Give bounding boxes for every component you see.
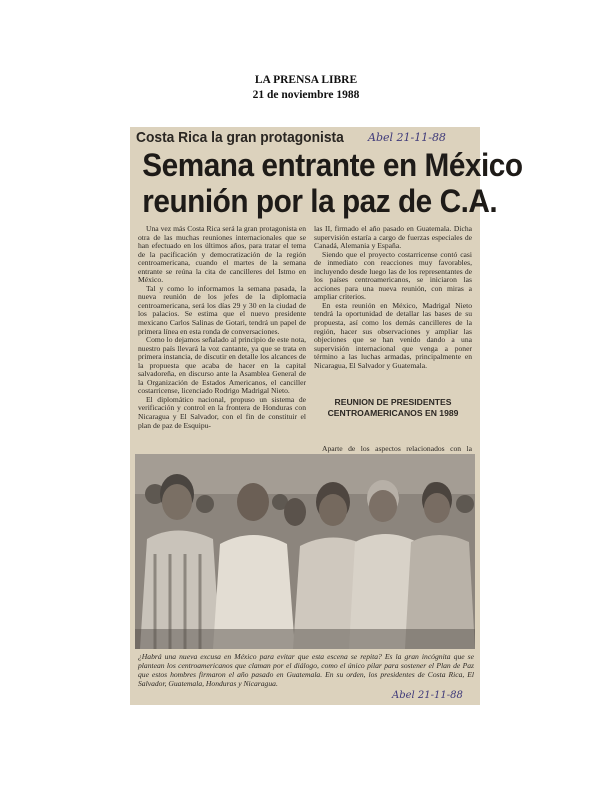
page-header-date: 21 de noviembre 1988: [252, 89, 360, 101]
kicker-headline: Costa Rica la gran protagonista: [136, 129, 344, 146]
paragraph: En esta reunión en México, Madrigal Nieto tendrá la oportunidad de detallar las bases de su propuesta, así como los demás cancilleres de la región, hacer sus observaciones y ampliar las objeciones que se han venido dando a una supervisión internacional que venga a poner término a las luchas armadas, principalmente en Nicaragua, El Salvador y Guatemala.: [314, 300, 472, 370]
headline-line-1: Semana entrante en México: [142, 147, 523, 183]
handwritten-date-top: Abel 21-11-88: [368, 131, 446, 144]
paragraph: Como lo dejamos señalado al principio de este nota, nuestro país llevará la voz cantante, ya que se trata en primera instancia, de discutir en detalle los alcances de la propuesta que acaba de hacer en la capital salvadoreña, en discurso ante la Asamblea General de la Organización de Estados Americanos, el canciller costarricense, licenciado Rodrigo Madrigal Nieto.: [138, 335, 306, 396]
paragraph: Siendo que el proyecto costarricense contó casi de inmediato con reacciones muy favorables, incluyendo desde luego las de los representantes de los países centroamericanos, se iniciaron las acciones para una nueva reunión, con miras a ampliar criterios.: [314, 249, 472, 302]
paragraph: las II, firmado el año pasado en Guatemala. Dicha supervisión estaría a cargo de fuerzas especiales de Canadá, Alemania y España.: [314, 224, 472, 251]
presidents-photo: [135, 454, 475, 649]
handwritten-date-bottom: Abel 21-11-88: [392, 690, 463, 701]
paragraph: Tal y como lo informamos la semana pasada, la nueva reunión de los jefes de la diplomacia centroamericana, será los días 29 y 30 en la ciudad de los palacios. Se estima que el nuevo presidente mexicano Carlos Salinas de Gotari, tendrá un papel de primera línea en esta ronda de conversaciones.: [138, 283, 306, 336]
photo-caption: ¿Habrá una nueva excusa en México para evitar que esta escena se repita? Es la gran incógnita que se plantean los centroamericanos que claman por el diálogo, como el único pilar para sostener el Plan de Paz que estos hombres firmaron el año pasado en Guatemala. En su orden, los presidentes de Costa Rica, El Salvador, Guatemala, Honduras y Nicaragua.: [138, 652, 474, 688]
article-right-column: [314, 225, 472, 395]
newspaper-clipping: [130, 127, 523, 705]
page-header-publication: LA PRENSA LIBRE: [254, 74, 358, 86]
paragraph: Una vez más Costa Rica será la gran protagonista en otra de las muchas reuniones internacionales que se han efectuado en los últimos años, para tratar el tema de la pacificación y democratización de la región centroamericana, cuando el martes de la semana entrante se reúna la cita de cancilleres del Istmo en México.: [138, 224, 306, 285]
subheading-line-2: CENTROAMERICANOS EN 1989: [327, 408, 459, 418]
subheading: [314, 397, 472, 419]
paragraph: Aparte de los aspectos relacionados con la: [322, 444, 472, 453]
subheading-line-1: REUNION DE PRESIDENTES: [334, 397, 452, 407]
photo-illustration: [135, 454, 475, 649]
paragraph: El diplomático nacional, propuso un sistema de verificación y control en la frontera de Honduras con Nicaragua y El Salvador, con el fin de constituir el plan de paz de Esquipu-: [138, 394, 306, 430]
headline-line-2: reunión por la paz de C.A.: [142, 183, 498, 219]
